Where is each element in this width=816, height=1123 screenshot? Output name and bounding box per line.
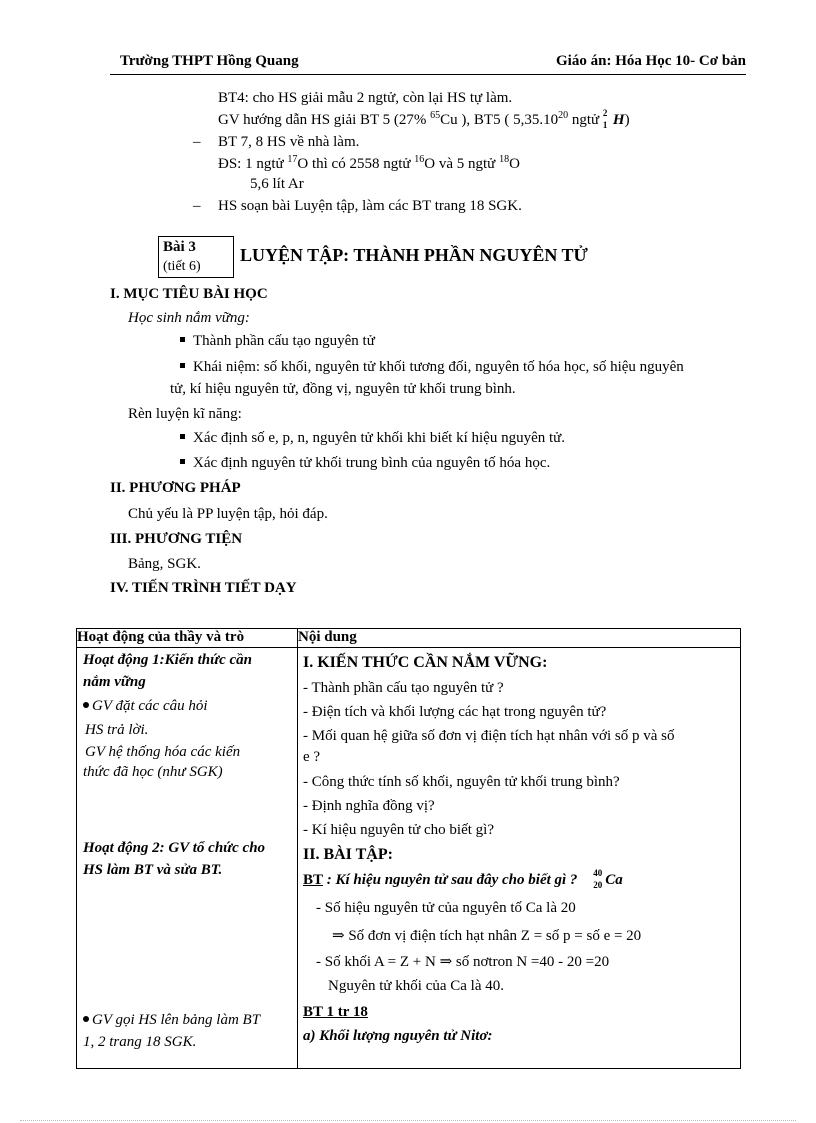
question-item: - Định nghĩa đồng vị? bbox=[303, 798, 435, 814]
intro-soan: HS soạn bài Luyện tập, làm các BT trang 18 SGK. bbox=[218, 198, 522, 214]
section-3-title: III. PHƯƠNG TIỆN bbox=[110, 531, 243, 547]
activity-note: HS trả lời. bbox=[85, 722, 149, 738]
knowledge-title: I. KIẾN THỨC CẦN NẮM VỮNG: bbox=[303, 654, 548, 671]
table-row bbox=[77, 648, 741, 1069]
activity-note: 1, 2 trang 18 SGK. bbox=[83, 1034, 197, 1050]
table-header-row bbox=[77, 629, 741, 648]
activity-2-title: Hoạt động 2: GV tổ chức cho bbox=[83, 840, 266, 856]
bullet-dot-icon bbox=[83, 702, 89, 708]
section-2-text: Chủ yếu là PP luyện tập, hỏi đáp. bbox=[128, 506, 328, 522]
dash-marker: – bbox=[193, 134, 201, 150]
exercise-1-title: BT 1 tr 18 bbox=[303, 1004, 368, 1020]
hydrogen-isotope: 2 1 bbox=[602, 107, 608, 130]
activity-1-title-cont: nắm vững bbox=[83, 674, 146, 690]
page-header bbox=[110, 50, 746, 75]
col-header-activities: Hoạt động của thầy và trò bbox=[77, 629, 298, 648]
exercise-title: II. BÀI TẬP: bbox=[303, 846, 393, 863]
subject-title: Giáo án: Hóa Học 10- Cơ bản bbox=[556, 53, 746, 69]
activity-note: GV gọi HS lên bảng làm BT bbox=[83, 1012, 260, 1029]
question-item: - Thành phần cấu tạo nguyên tử ? bbox=[303, 680, 504, 696]
activity-2-title-cont: HS làm BT và sửa BT. bbox=[83, 862, 223, 878]
bullet-square-icon bbox=[180, 363, 185, 368]
intro-bt7: BT 7, 8 HS về nhà làm. bbox=[218, 134, 360, 150]
page-bottom-divider bbox=[20, 1120, 796, 1121]
bullet-square-icon bbox=[180, 434, 185, 439]
bullet-square-icon bbox=[180, 459, 185, 464]
skill-item: Xác định số e, p, n, nguyên tử khối khi biết kí hiệu nguyên tử. bbox=[180, 430, 565, 447]
lesson-number-box bbox=[158, 236, 234, 278]
question-item: - Điện tích và khối lượng các hạt trong nguyên tử? bbox=[303, 704, 607, 720]
answer-line: - Số khối A = Z + N ⇒ số nơtron N =40 - 20 =20 bbox=[316, 954, 610, 970]
question-item-cont: e ? bbox=[303, 749, 321, 765]
answer-line: - Số hiệu nguyên tử của nguyên tố Ca là 20 bbox=[316, 900, 576, 916]
answer-line: Nguyên tử khối của Ca là 40. bbox=[328, 978, 505, 994]
skills-intro: Rèn luyện kĩ năng: bbox=[128, 406, 242, 422]
school-name: Trường THPT Hồng Quang bbox=[120, 53, 299, 69]
intro-answer: ĐS: 1 ngtử $^{17}$O thì có 2558 ngtử $^{16}$O và 5 ngtử $^{18}$O bbox=[218, 154, 520, 172]
activity-note: thức đã học (như SGK) bbox=[83, 764, 223, 780]
objective-item: Thành phần cấu tạo nguyên tử bbox=[180, 333, 375, 350]
section-4-title: IV. TIẾN TRÌNH TIẾT DẠY bbox=[110, 580, 297, 596]
question-item: - Kí hiệu nguyên tử cho biết gì? bbox=[303, 822, 495, 838]
activity-note: GV đặt các câu hỏi bbox=[83, 698, 208, 715]
intro-bt4: BT4: cho HS giải mẫu 2 ngtử, còn lại HS tự làm. bbox=[218, 90, 513, 106]
activities-cell bbox=[77, 648, 298, 1069]
content-cell bbox=[298, 648, 741, 1069]
activity-1-title: Hoạt động 1:Kiến thức cần bbox=[83, 652, 252, 668]
bullet-square-icon bbox=[180, 337, 185, 342]
lesson-period: (tiết 6) bbox=[163, 259, 201, 274]
section-2-title: II. PHƯƠNG PHÁP bbox=[110, 480, 241, 496]
intro-ar: 5,6 lít Ar bbox=[250, 176, 304, 192]
exercise-question: BT : Kí hiệu nguyên tử sau đây cho biết gì ? 40 20 Ca bbox=[303, 867, 623, 890]
activity-table bbox=[76, 628, 741, 1069]
calcium-isotope: 40 20 bbox=[593, 867, 603, 890]
section-1-title: I. MỤC TIÊU BÀI HỌC bbox=[110, 286, 268, 302]
skill-item: Xác định nguyên tử khối trung bình của nguyên tố hóa học. bbox=[180, 455, 550, 472]
section-3-text: Bảng, SGK. bbox=[128, 556, 201, 572]
col-header-content: Nội dung bbox=[298, 629, 741, 648]
objective-item-cont: tử, kí hiệu nguyên tử, đồng vị, nguyên tử khối trung bình. bbox=[170, 381, 516, 397]
answer-line: ⇒ Số đơn vị điện tích hạt nhân Z = số p = số e = 20 bbox=[332, 928, 642, 944]
question-item: - Công thức tính số khối, nguyên tử khối trung bình? bbox=[303, 774, 620, 790]
intro-gv-line: GV hướng dẫn HS giải BT 5 (27% $^{65}$Cu ), BT5 ( 5,35.10$^{20}$ ngtử 2 1 H) bbox=[218, 107, 630, 130]
lesson-title: LUYỆN TẬP: THÀNH PHẦN NGUYÊN TỬ bbox=[240, 245, 588, 265]
activity-note: GV hệ thống hóa các kiến bbox=[85, 744, 241, 760]
objective-item: Khái niệm: số khối, nguyên tử khối tương đối, nguyên tố hóa học, số hiệu nguyên bbox=[180, 359, 684, 376]
question-item: - Mối quan hệ giữa số đơn vị điện tích hạt nhân với số p và số bbox=[303, 728, 675, 744]
dash-marker: – bbox=[193, 198, 201, 214]
bullet-dot-icon bbox=[83, 1016, 89, 1022]
exercise-1-part-a: a) Khối lượng nguyên tử Nitơ: bbox=[303, 1028, 493, 1044]
lesson-number: Bài 3 bbox=[163, 239, 196, 255]
section-1-intro: Học sinh nắm vững: bbox=[128, 310, 250, 326]
